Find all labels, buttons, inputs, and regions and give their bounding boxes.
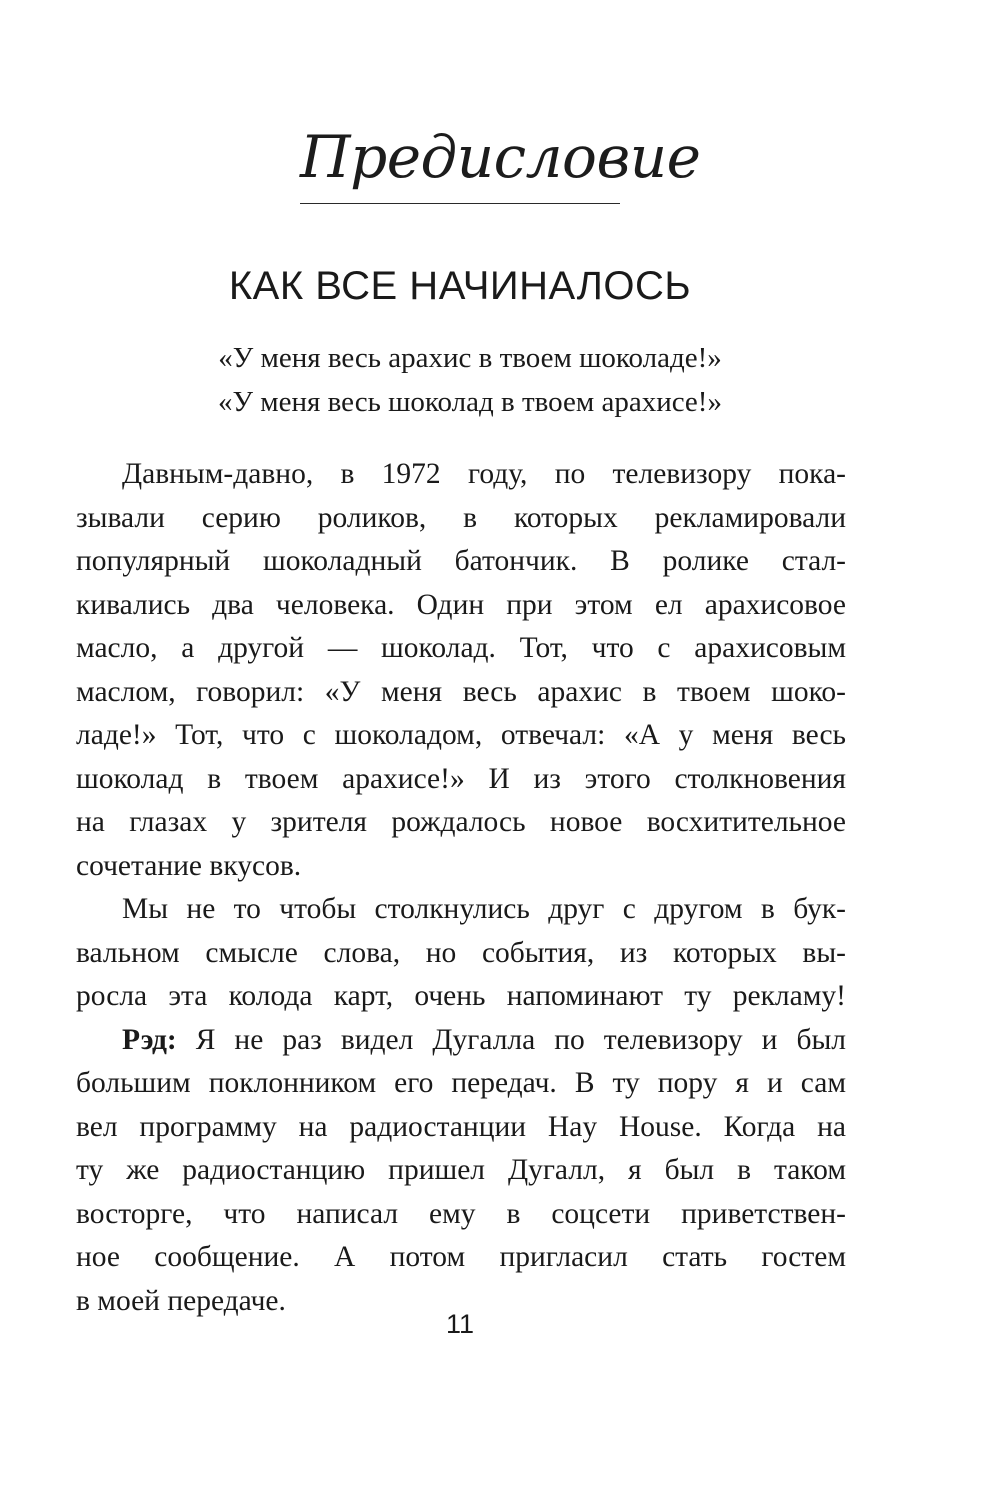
paragraph-1-line: на глазах у зрителя рождалось новое восхитительное xyxy=(76,806,846,838)
paragraph-2-line: вальном смысле слова, но события, из которых вы- xyxy=(76,936,846,969)
paragraph-2-line: росла эта колода карт, очень напоминают ту рекламу! xyxy=(76,980,846,1012)
paragraph-2-line: Мы не то чтобы столкнулись друг с другом в бук- xyxy=(122,893,846,925)
paragraph-1-line: масло, а другой — шоколад. Тот, что с арахисовым xyxy=(76,632,846,664)
paragraph-3-line: восторге, что написал ему в соцсети приветствен- xyxy=(76,1197,846,1230)
section-title: КАК ВСЕ НАЧИНАЛОСЬ xyxy=(228,264,692,308)
epigraph-line: «У меня весь арахис в твоем шоколаде!» xyxy=(218,342,722,374)
page-number: 11 xyxy=(445,1309,475,1339)
paragraph-1-line: шоколад в твоем арахисе!» И из этого столкновения xyxy=(76,762,846,795)
paragraph-3-line: ное сообщение. А потом пригласил стать гостем xyxy=(76,1241,846,1273)
chapter-heading-underline xyxy=(300,203,620,204)
paragraph-3-line: вел программу на радиостанции Hay House. Когда на xyxy=(76,1110,846,1143)
paragraph-3-line: ту же радиостанцию пришел Дугалл, я был в таком xyxy=(76,1154,846,1186)
paragraph-3-line: в моей передаче. xyxy=(76,1284,286,1317)
paragraph-1-line: зывали серию роликов, в которых рекламировали xyxy=(76,501,846,534)
paragraph-3-line: большим поклонником его передач. В ту пору я и сам xyxy=(76,1067,846,1099)
paragraph-1-line: ладе!» Тот, что с шоколадом, отвечал: «А у меня весь xyxy=(76,719,846,751)
epigraph-line: «У меня весь шоколад в твоем арахисе!» xyxy=(218,386,722,418)
paragraph-1-line: кивались два человека. Один при этом ел арахисовое xyxy=(76,588,846,621)
paragraph-1-line: популярный шоколадный батончик. В ролике стал- xyxy=(76,545,846,577)
body-text xyxy=(76,453,846,1323)
paragraph-3-first-line xyxy=(76,1019,846,1063)
speaker-label: Рэд: xyxy=(122,1023,177,1056)
paragraph-1-line: маслом, говорил: «У меня весь арахис в твоем шоко- xyxy=(76,675,846,708)
epigraph xyxy=(150,336,790,424)
paragraph-1-line: сочетание вкусов. xyxy=(76,849,302,882)
paragraph-3-text: Я не раз видел Дугалла по телевизору и был xyxy=(176,1023,846,1056)
paragraph-1-line: Давным-давно, в 1972 году, по телевизору пока- xyxy=(122,458,846,490)
chapter-heading: Предисловие xyxy=(300,123,701,191)
